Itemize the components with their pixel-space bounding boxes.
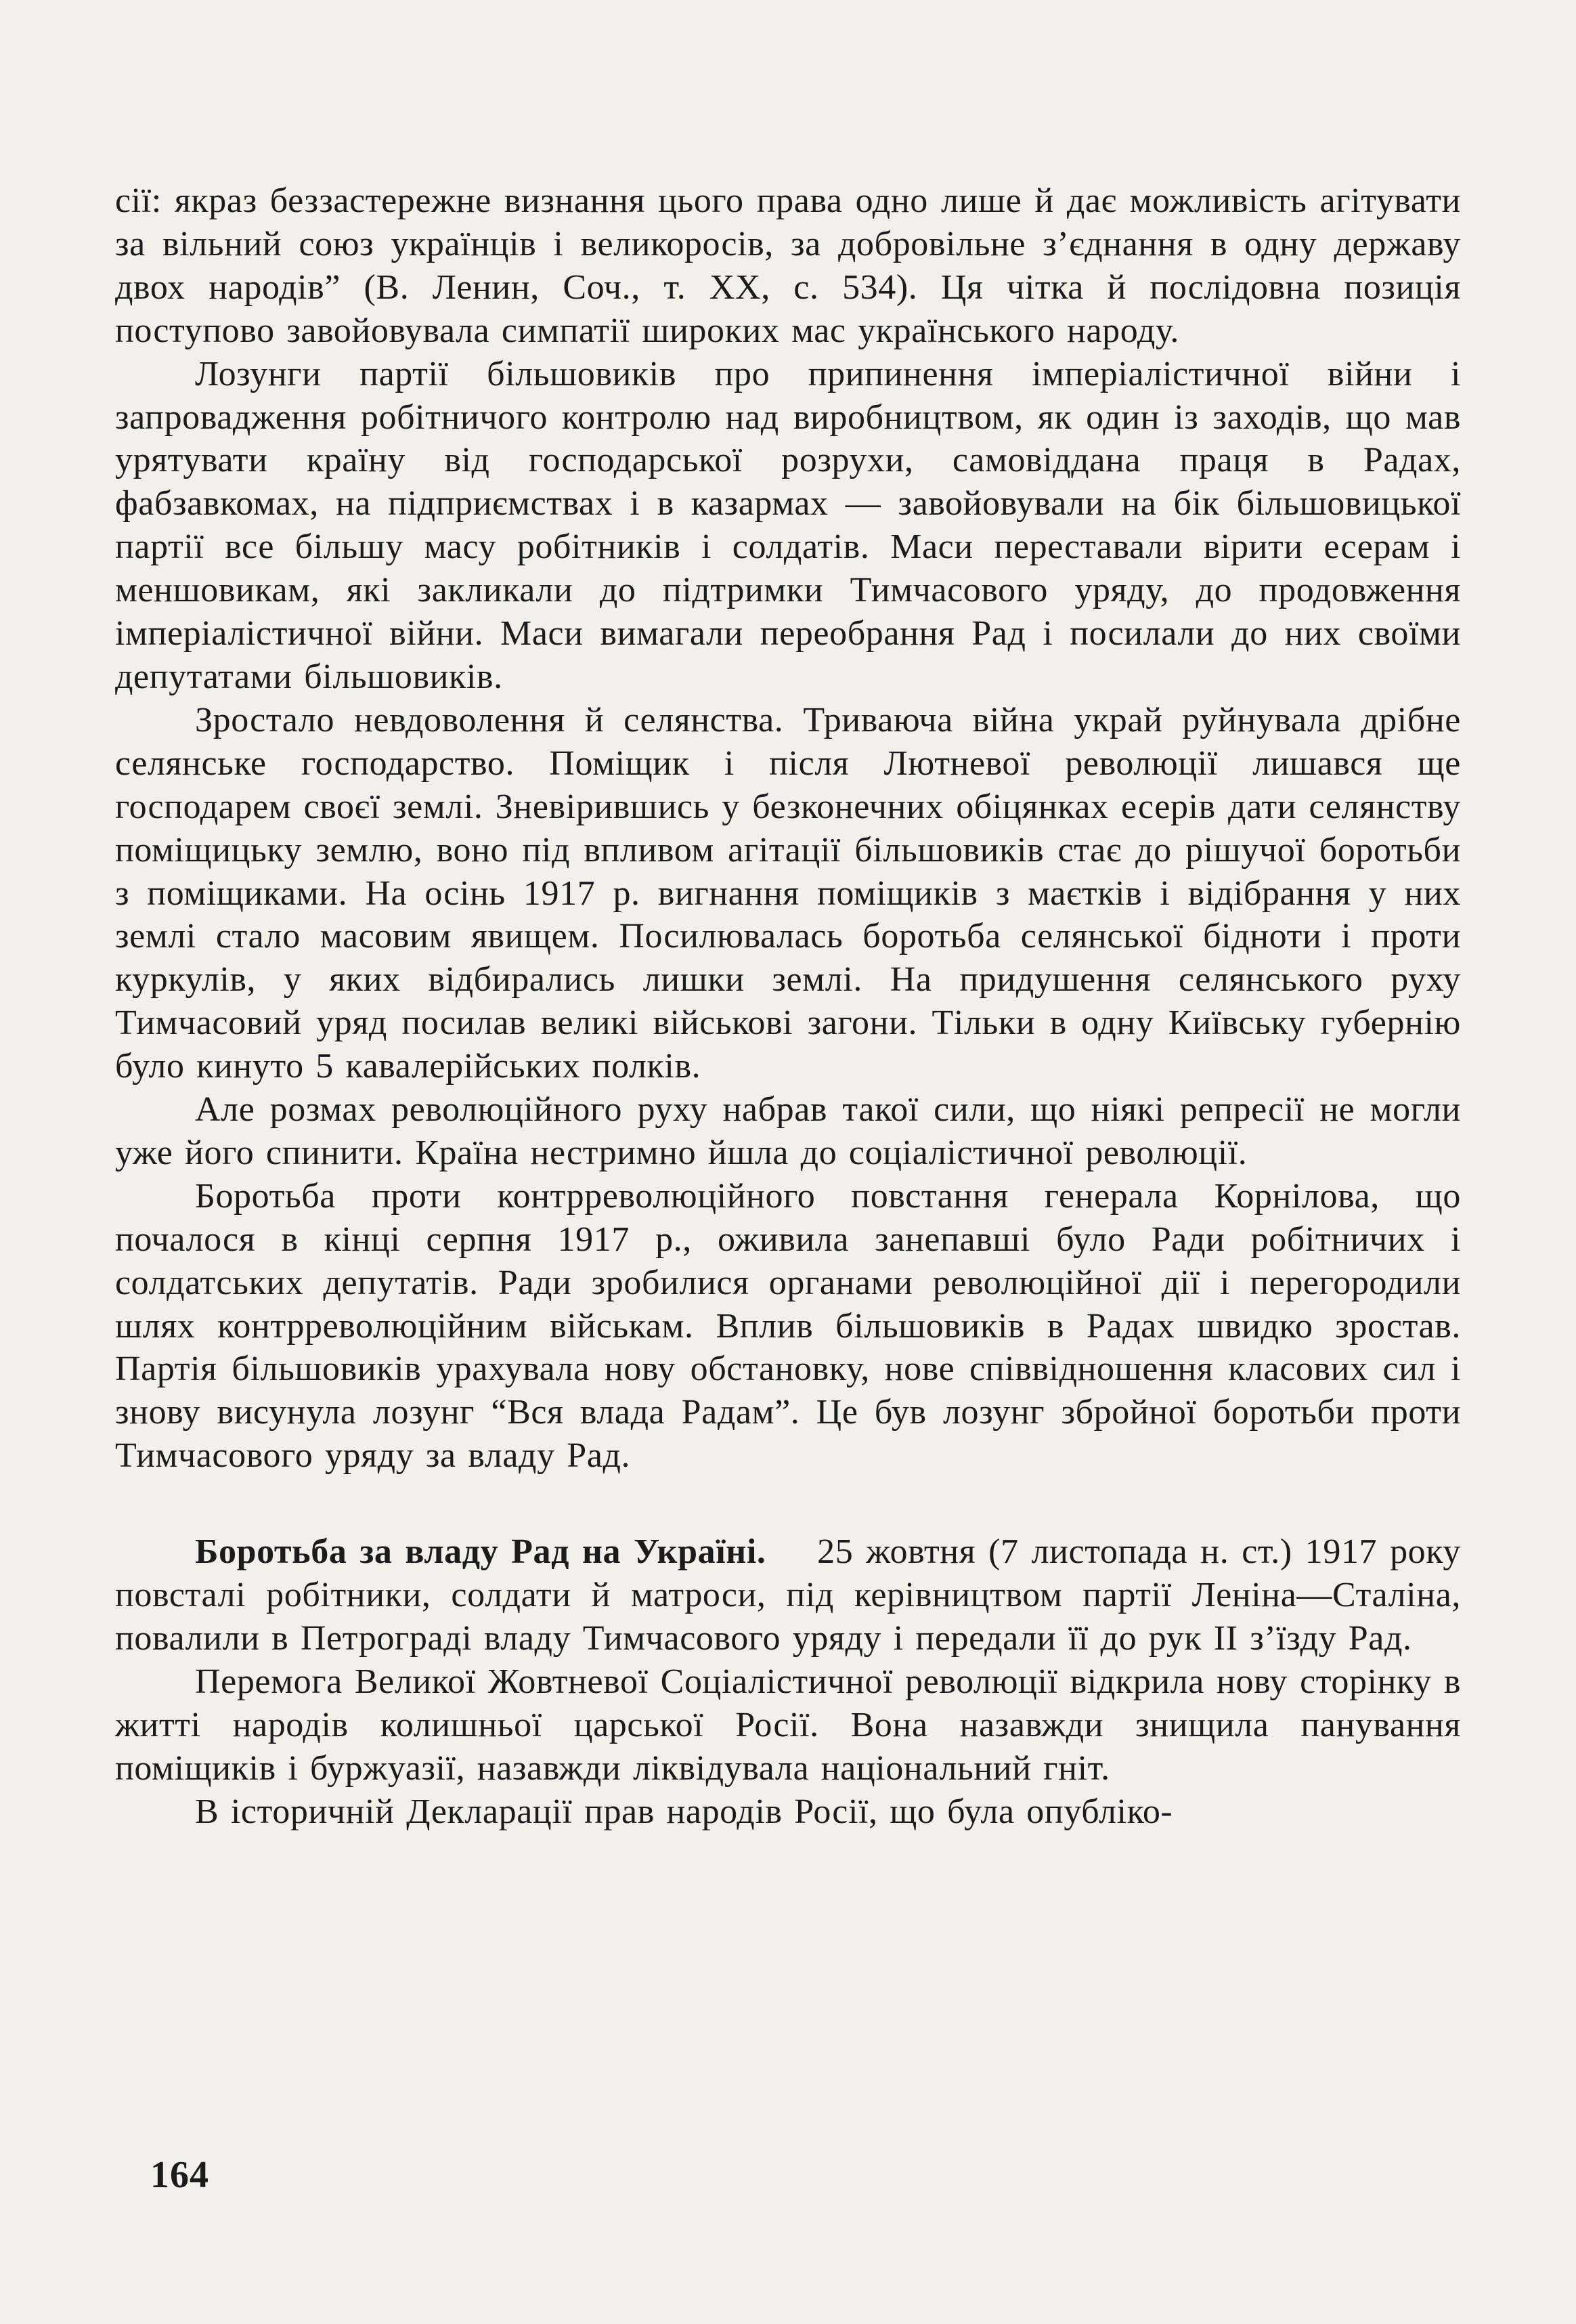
section-heading: Боротьба за владу Рад на Україні. [195, 1532, 766, 1572]
page-number: 164 [150, 2154, 209, 2196]
page-body-text [115, 179, 1461, 1834]
paragraph-declaration: В історичній Декларації прав народів Росії, що була опублiко- [195, 1792, 1173, 1831]
paragraph-peasant-discontent: Зростало невдоволення й селянства. Триваюча війна украй руйнувала дрібне селянське господарство. Поміщик і після Лютневої революції лишався ще господарем своєї землі. Зневірившись у безконечних обіцянках есерів дати селянству поміщицьку землю, воно під впливом агітації більшовиків стає до рішучої боротьби з поміщиками. На осінь 1917 р. вигнання поміщиків з маєтків і відібрання у них землі стало масовим явищем. Посилювалась боротьба селянської бідноти і проти куркулів, у яких відбирались лишки землі. На придушення селянського руху Тимчасовий уряд посилав великі військові загони. Тільки в одну Київську губернію було кинуто 5 кавалерійських полків. [115, 700, 1461, 1086]
section-spacer [115, 1478, 1461, 1530]
section-first-paragraph [115, 1530, 1461, 1660]
section-first-paragraph-text: 25 жовтня (7 листопада н. ст.) 1917 року повсталі робітники, солдати й матроси, під керівництвом партії Леніна—Сталіна, повалили в Петрограді владу Тимчасового уряду і передали її до рук II з’їзду Рад. [115, 1532, 1461, 1658]
paragraph-revolutionary-movement: Але розмах революційного руху набрав такої сили, що ніякі репресії не могли уже його спинити. Країна нестримно йшла до соціалістичної революції. [115, 1090, 1461, 1172]
paragraph-continuation: сії: якраз беззастережне визнання цього права одно лише й дає можливість агітувати за вільний союз українців і великоросів, за добровільне з’єднання в одну державу двох народів” (В. Ленин, Соч., т. XX, с. 534). Ця чітка й послідовна позиція поступово завойовувала симпатії широких мас українського народу. [115, 181, 1461, 350]
paragraph-kornilov-revolt: Боротьба проти контрреволюційного повстання генерала Корнілова, що почалося в кінці серпня 1917 р., оживила занепавші було Ради робітничих і солдатських депутатів. Ради зробилися органами революційної дії і перегородили шлях контрреволюційним військам. Вплив більшовиків в Радах швидко зростав. Партія більшовиків урахувала нову обстановку, нове співвідношення класових сил і знову висунула лозунг “Вся влада Радам”. Це був лозунг збройної боротьби проти Тимчасового уряду за владу Рад. [115, 1176, 1461, 1476]
paragraph-october-victory: Перемога Великої Жовтневої Соціалістичної революції відкрила нову сторінку в житті народів колишньої царської Росії. Вона назавжди знищила панування поміщиків і буржуазії, назавжди ліквідувала національний гніт. [115, 1662, 1461, 1788]
paragraph-bolshevik-slogans: Лозунги партії більшовиків про припинення імперіалістичної війни і запровадження робітничого контролю над виробництвом, як один із заходів, що мав урятувати країну від господарської розрухи, самовіддана праця в Радах, фабзавкомах, на підприємствах і в казармах — завойовували на бік більшовицької партії все більшу масу робітників і солдатів. Маси переставали вірити есерам і меншовикам, які закликали до підтримки Тимчасового уряду, до продовження імперіалістичної війни. Маси вимагали переобрання Рад і посилали до них своїми депутатами більшовиків. [115, 354, 1461, 696]
